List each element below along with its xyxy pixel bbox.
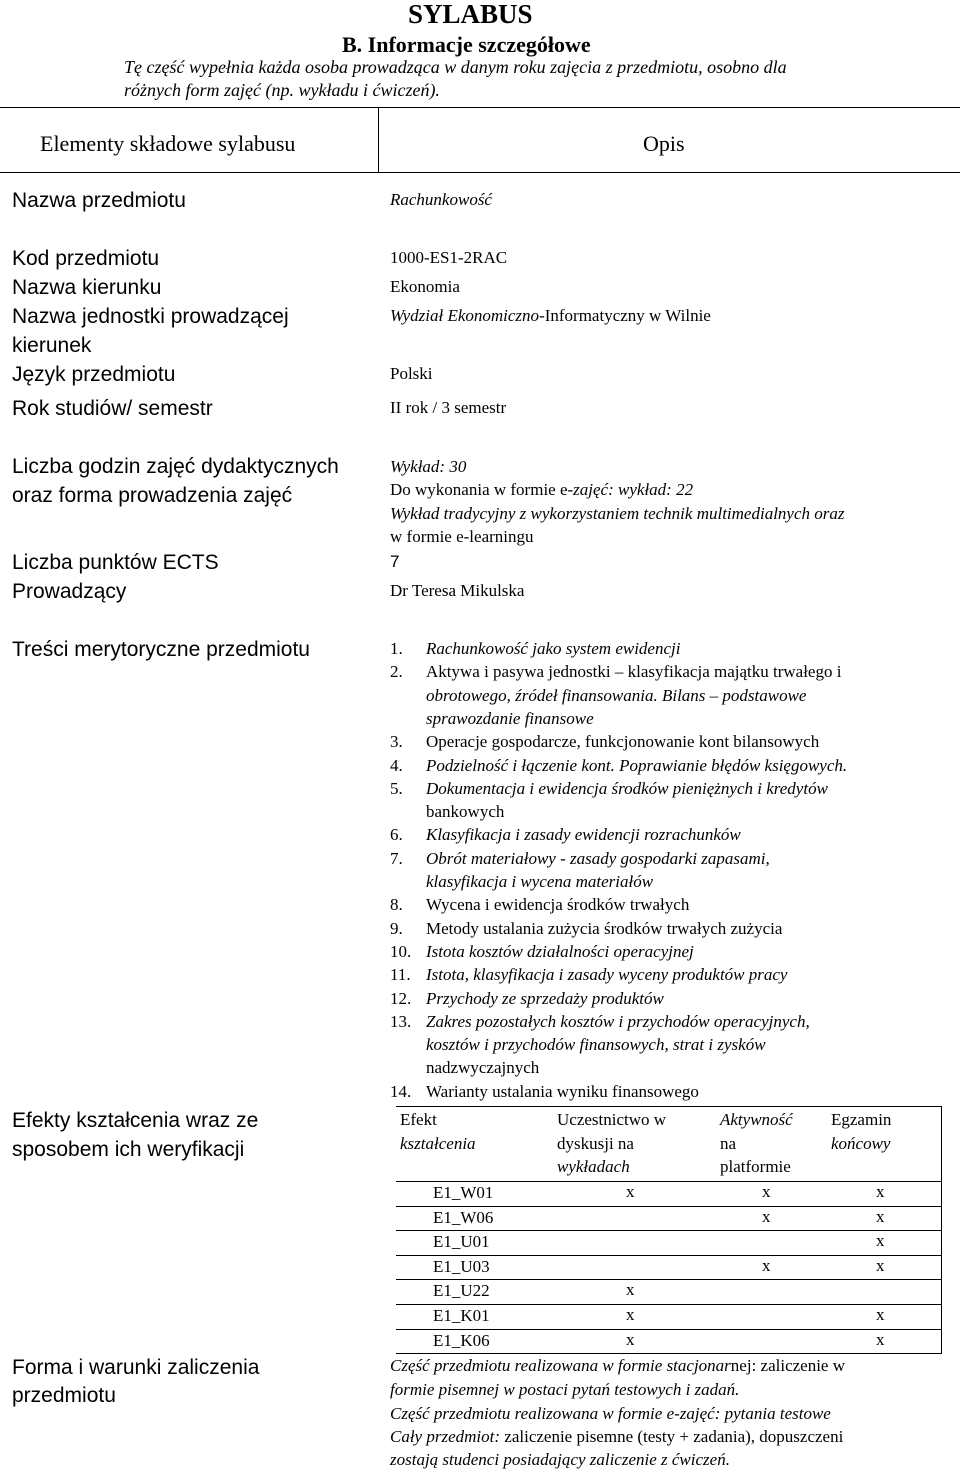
content-item-number: 14. bbox=[390, 1081, 412, 1101]
outcome-mark: x bbox=[762, 1206, 771, 1226]
value-language: Polski bbox=[390, 364, 433, 383]
content-item-number: 1. bbox=[390, 639, 403, 658]
outcomes-row-divider bbox=[396, 1304, 942, 1305]
outcomes-column-header: Efekt bbox=[400, 1110, 437, 1129]
header-note-line1: Tę część wypełnia każda osoba prowadząca w danym roku zajęcia z przedmiotu, osobno dla bbox=[124, 57, 787, 77]
assessment-line1 bbox=[390, 1356, 845, 1376]
label-assessment-line2: przedmiotu bbox=[12, 1384, 116, 1407]
content-item-text: nadzwyczajnych bbox=[426, 1058, 540, 1078]
content-item-number: 8. bbox=[390, 895, 403, 915]
assessment-line1-a: Część przedmiotu realizowana w formie stacjonar bbox=[390, 1356, 731, 1375]
content-item-text: kosztów i przychodów finansowych, strat i zysków bbox=[426, 1035, 766, 1055]
outcomes-column-header: końcowy bbox=[831, 1133, 891, 1153]
outcomes-column-header: Uczestnictwo w bbox=[557, 1110, 667, 1129]
content-item-number: 6. bbox=[390, 825, 403, 845]
outcomes-table-bottom bbox=[396, 1353, 942, 1354]
column-header-description: Opis bbox=[643, 131, 685, 156]
content-item-text: Istota kosztów działalności operacyjnej bbox=[426, 941, 694, 961]
value-hours-line3: Wykład tradycyjny z wykorzystaniem technik multimedialnych oraz bbox=[390, 504, 845, 523]
content-item-text: Operacje gospodarcze, funkcjonowanie kont bilansowych bbox=[426, 732, 820, 752]
content-item-text: Istota, klasyfikacja i zasady wyceny produktów pracy bbox=[426, 965, 788, 985]
content-item-text: Rachunkowość jako system ewidencji bbox=[426, 639, 681, 658]
column-header-elements: Elementy składowe sylabusu bbox=[40, 131, 296, 156]
label-outcomes-line1: Efekty kształcenia wraz ze bbox=[12, 1109, 259, 1132]
assessment-line5: zostają studenci posiadający zaliczenie z ćwiczeń. bbox=[390, 1450, 730, 1469]
assessment-line3: Część przedmiotu realizowana w formie e-zajęć: pytania testowe bbox=[390, 1404, 831, 1423]
outcome-mark: x bbox=[626, 1182, 635, 1201]
content-item-number: 12. bbox=[390, 988, 412, 1008]
content-item-number: 4. bbox=[390, 755, 403, 775]
label-lecturer: Prowadzący bbox=[12, 580, 127, 603]
value-hours-line2-a: Do wykonania w formie e- bbox=[390, 480, 574, 499]
content-item-text: Obrót materiałowy - zasady gospodarki zapasami, bbox=[426, 848, 770, 868]
outcome-mark: x bbox=[876, 1182, 885, 1201]
content-item-text: Aktywa i pasywa jednostki – klasyfikacja majątku trwałego i bbox=[426, 662, 842, 682]
value-ects: 7 bbox=[390, 552, 400, 571]
outcome-code: E1_U03 bbox=[433, 1256, 490, 1276]
outcomes-table-top bbox=[396, 1106, 942, 1107]
label-course-name: Nazwa przedmiotu bbox=[12, 189, 186, 212]
outcome-mark: x bbox=[626, 1329, 635, 1349]
section-title: B. Informacje szczegółowe bbox=[342, 32, 591, 57]
value-unit-italic: Wydział Ekonomiczno bbox=[390, 306, 540, 325]
outcome-mark: x bbox=[876, 1305, 885, 1324]
outcome-mark: x bbox=[626, 1280, 635, 1300]
value-field-of-study: Ekonomia bbox=[390, 277, 460, 296]
value-hours-line2-b: zajęć: wykład: 22 bbox=[573, 480, 694, 499]
outcome-mark: x bbox=[762, 1182, 771, 1201]
outcomes-column-header: dyskusji na bbox=[557, 1133, 634, 1153]
outcome-mark: x bbox=[876, 1206, 885, 1226]
outcome-code: E1_K01 bbox=[433, 1306, 490, 1325]
content-item-number: 2. bbox=[390, 662, 403, 682]
outcomes-row-divider bbox=[396, 1230, 942, 1231]
content-item-number: 9. bbox=[390, 918, 403, 938]
outcome-code: E1_W06 bbox=[433, 1207, 494, 1227]
content-item-number: 11. bbox=[390, 965, 411, 985]
assessment-line4-a: Cały przedmiot: bbox=[390, 1427, 501, 1446]
outcomes-row-divider bbox=[396, 1181, 942, 1182]
label-year-semester: Rok studiów/ semestr bbox=[12, 397, 213, 420]
assessment-line2: formie pisemnej w postaci pytań testowych i zadań. bbox=[390, 1380, 740, 1399]
value-unit bbox=[390, 306, 711, 326]
assessment-line4 bbox=[390, 1427, 843, 1447]
assessment-line1-b: nej: zaliczenie w bbox=[730, 1356, 846, 1375]
outcomes-column-header: kształcenia bbox=[400, 1133, 476, 1153]
label-outcomes-line2: sposobem ich weryfikacji bbox=[12, 1138, 245, 1161]
value-unit-rest: -Informatyczny w Wilnie bbox=[539, 306, 711, 325]
content-item-text: Przychody ze sprzedaży produktów bbox=[426, 988, 664, 1008]
outcomes-column-header: Aktywność bbox=[720, 1110, 793, 1129]
content-item-text: Podzielność i łączenie kont. Poprawianie błędów księgowych. bbox=[426, 755, 848, 775]
table-header-divider bbox=[0, 172, 960, 173]
content-item-number: 7. bbox=[390, 848, 403, 868]
label-course-code: Kod przedmiotu bbox=[12, 247, 160, 270]
content-item-text: Warianty ustalania wyniku finansowego bbox=[426, 1081, 699, 1101]
header-note-line2: różnych form zajęć (np. wykładu i ćwiczeń). bbox=[124, 80, 440, 100]
outcomes-column-header: platformie bbox=[720, 1157, 791, 1176]
outcomes-column-header: wykładach bbox=[557, 1157, 630, 1176]
value-course-code: 1000-ES1-2RAC bbox=[390, 248, 508, 267]
outcome-mark: x bbox=[876, 1231, 885, 1251]
outcome-code: E1_U01 bbox=[433, 1232, 490, 1252]
label-course-content: Treści merytoryczne przedmiotu bbox=[12, 638, 310, 661]
content-item-text: bankowych bbox=[426, 802, 505, 822]
outcome-code: E1_K06 bbox=[433, 1330, 490, 1350]
content-item-text: sprawozdanie finansowe bbox=[426, 708, 594, 728]
value-lecturer: Dr Teresa Mikulska bbox=[390, 581, 525, 600]
label-field-of-study: Nazwa kierunku bbox=[12, 276, 162, 299]
outcomes-column-header: na bbox=[720, 1133, 737, 1153]
value-hours-line1 bbox=[390, 457, 466, 477]
outcomes-column-header: Egzamin bbox=[831, 1110, 892, 1129]
outcome-mark: x bbox=[626, 1305, 635, 1324]
label-ects: Liczba punktów ECTS bbox=[12, 551, 219, 574]
outcome-mark: x bbox=[876, 1329, 885, 1349]
content-item-text: klasyfikacja i wycena materiałów bbox=[426, 872, 654, 891]
assessment-line4-b: zaliczenie pisemne (testy + zadania), dopuszczeni bbox=[500, 1427, 844, 1446]
content-item-number: 10. bbox=[390, 941, 412, 961]
content-item-number: 3. bbox=[390, 732, 403, 752]
page-title: SYLABUS bbox=[408, 0, 533, 29]
label-language: Język przedmiotu bbox=[12, 363, 176, 386]
label-hours-line2: oraz forma prowadzenia zajęć bbox=[12, 484, 293, 507]
label-unit-line2: kierunek bbox=[12, 334, 92, 357]
outcomes-row-divider bbox=[396, 1279, 942, 1280]
table-top-border bbox=[0, 107, 960, 108]
value-year-semester: II rok / 3 semestr bbox=[390, 398, 507, 417]
label-unit-line1: Nazwa jednostki prowadzącej bbox=[12, 305, 289, 328]
content-item-text: Klasyfikacja i zasady ewidencji rozrachunków bbox=[426, 825, 741, 845]
content-item-number: 13. bbox=[390, 1011, 412, 1031]
content-item-number: 5. bbox=[390, 778, 403, 798]
outcome-code: E1_U22 bbox=[433, 1281, 490, 1301]
outcome-mark: x bbox=[762, 1255, 771, 1275]
outcome-mark: x bbox=[876, 1255, 885, 1275]
content-item-text: Zakres pozostałych kosztów i przychodów operacyjnych, bbox=[426, 1011, 810, 1031]
label-assessment-line1: Forma i warunki zaliczenia bbox=[12, 1356, 260, 1379]
value-hours-line2 bbox=[390, 480, 693, 500]
value-hours-line4: w formie e-learningu bbox=[390, 527, 534, 546]
value-course-name: Rachunkowość bbox=[390, 190, 492, 209]
table-header-column-divider bbox=[378, 107, 379, 173]
content-item-text: Dokumentacja i ewidencja środków pieniężnych i kredytów bbox=[426, 778, 828, 798]
label-hours-line1: Liczba godzin zajęć dydaktycznych bbox=[12, 455, 339, 478]
content-item-text: Metody ustalania zużycia środków trwałych zużycia bbox=[426, 918, 783, 938]
value-hours-lecture: Wykład: 30 bbox=[390, 457, 467, 476]
content-item-text: obrotowego, źródeł finansowania. Bilans – podstawowe bbox=[426, 685, 807, 705]
content-item-text: Wycena i ewidencja środków trwałych bbox=[426, 895, 690, 915]
outcome-code: E1_W01 bbox=[433, 1183, 494, 1202]
